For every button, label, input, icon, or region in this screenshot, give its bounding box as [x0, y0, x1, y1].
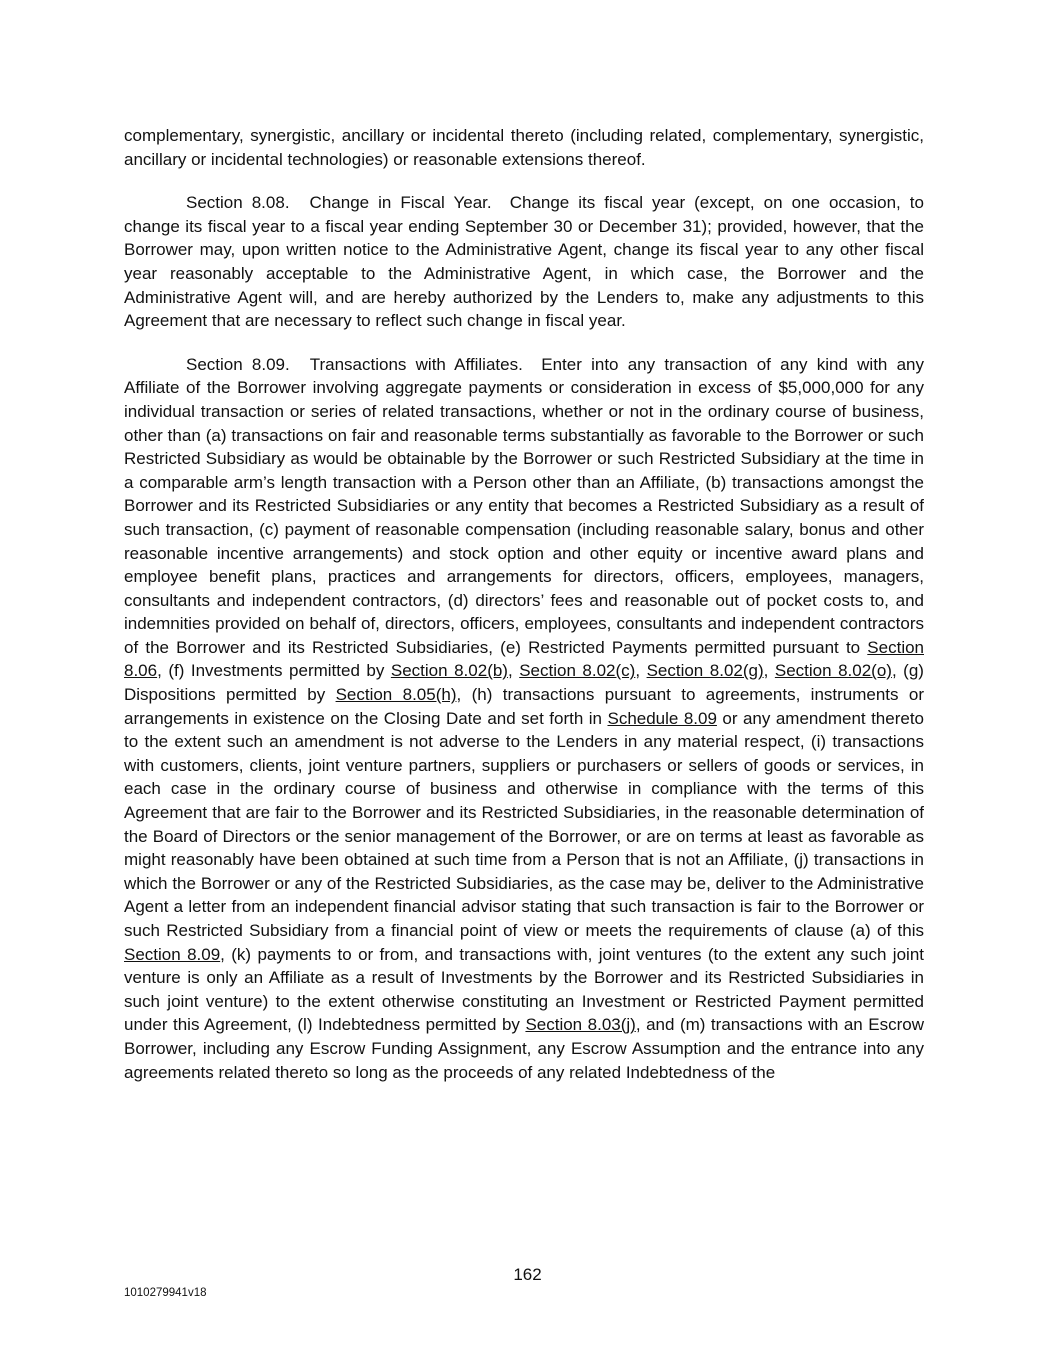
section-8-09-number: Section 8.09. [186, 354, 290, 374]
cross-reference: Section 8.02(o) [774, 661, 892, 681]
section-8-09-text: , (h) transactions pursuant to agreements, instruments or arrangements in existence on the Closing Date and set forth in [124, 685, 925, 728]
section-8-09-title: Transactions with Affiliates. [309, 354, 523, 374]
section-8-09-text: , (g) Dispositions permitted by [124, 661, 924, 705]
section-8-09 [124, 353, 924, 1084]
cross-reference: Section 8.02(g) [646, 661, 764, 681]
section-8-09-text: , (f) Investments permitted by [157, 661, 391, 681]
cross-reference: Section 8.03(j) [525, 1015, 636, 1035]
page-number: 162 [513, 1265, 542, 1284]
cross-reference: Section 8.05(h) [335, 685, 457, 705]
cross-reference: Section 8.06 [124, 637, 924, 681]
section-8-09-text: , [635, 661, 647, 681]
paragraph-continuation: complementary, synergistic, ancillary or incidental thereto (including related, complementary, synergistic, ancillary or incidental technologies) or reasonable extensions thereof. [124, 126, 924, 169]
section-8-08 [124, 191, 924, 333]
section-8-09-text: , and (m) transactions with an Escrow Borrower, including any Escrow Funding Assignment, any Escrow Assumption and the entrance into any agreements related thereto so long as the proceeds of any related Indebtedness of the [124, 1015, 924, 1082]
cross-reference: Section 8.02(c) [519, 661, 636, 681]
section-8-08-number: Section 8.08. [186, 193, 290, 213]
section-8-09-text: , (k) payments to or from, and transactions with, joint ventures (to the extent any such joint venture is only an Affiliate as a result of Investments by the Borrower and its Restricted Subsidiaries in such joint venture) to the extent otherwise constituting an Investment or Restricted Payment permitted under this Agreement, (l) Indebtedness permitted by [124, 944, 924, 1035]
document-body [124, 124, 924, 1084]
section-8-08-body: Change its fiscal year (except, on one occasion, to change its fiscal year to a fiscal year ending September 30 or December 31); provided, however, that the Borrower may, upon written notice to the Administrative Agent, change its fiscal year to any other fiscal year reasonably acceptable to the Administrative Agent, in which case, the Borrower and the Administrative Agent will, and are hereby authorized by the Lenders to, make any adjustments to this Agreement that are necessary to reflect such change in fiscal year. [124, 193, 924, 331]
cross-reference: Section 8.09 [124, 944, 221, 964]
cross-reference: Schedule 8.09 [607, 708, 717, 728]
section-8-08-title: Change in Fiscal Year. [309, 193, 492, 213]
section-8-09-text: , [763, 661, 775, 681]
cross-reference: Section 8.02(b) [390, 661, 508, 681]
section-8-09-text: , [507, 661, 520, 681]
section-8-09-text: Enter into any transaction of any kind with any Affiliate of the Borrower involving aggregate payments or consideration in excess of $5,000,000 for any individual transaction or series of related transactions, whether or not in the ordinary course of business, other than (a) transactions on fair and reasonable terms substantially as favorable to the Borrower or such Restricted Subsidiary as would be obtainable by the Borrower or such Restricted Subsidiary at the time in a comparable arm’s length transaction with a Person other than an Affiliate, (b) transactions amongst the Borrower and its Restricted Subsidiaries or any entity that becomes a Restricted Subsidiary as a result of such transaction, (c) payment of reasonable compensation (including reasonable salary, bonus and other reasonable incentive arrangements) and stock option and other equity or incentive award plans and employee benefit plans, practices and arrangements for directors, officers, employees, managers, consultants and independent contractors, (d) directors’ fees and reasonable out of pocket costs to, and indemnities provided on behalf of, directors, officers, employees, consultants and independent contractors of the Borrower and its Restricted Subsidiaries, (e) Restricted Payments permitted pursuant to [124, 354, 924, 657]
section-8-09-text: or any amendment thereto to the extent such an amendment is not adverse to the Lenders in any material respect, (i) transactions with customers, clients, joint venture partners, suppliers or purchasers or sellers of goods or services, in each case in the ordinary course of business and otherwise in compliance with the terms of this Agreement that are fair to the Borrower and its Restricted Subsidiaries, in the reasonable determination of the Board of Directors or the senior management of the Borrower, or are on terms at least as favorable as might reasonably have been obtained at such time from a Person that is not an Affiliate, (j) transactions in which the Borrower or any of the Restricted Subsidiaries, as the case may be, deliver to the Administrative Agent a letter from an independent financial advisor stating that such transaction is fair to the Borrower or such Restricted Subsidiary from a financial point of view or meets the requirements of clause (a) of this [124, 708, 925, 940]
document-id: 1010279941v18 [124, 1287, 207, 1299]
